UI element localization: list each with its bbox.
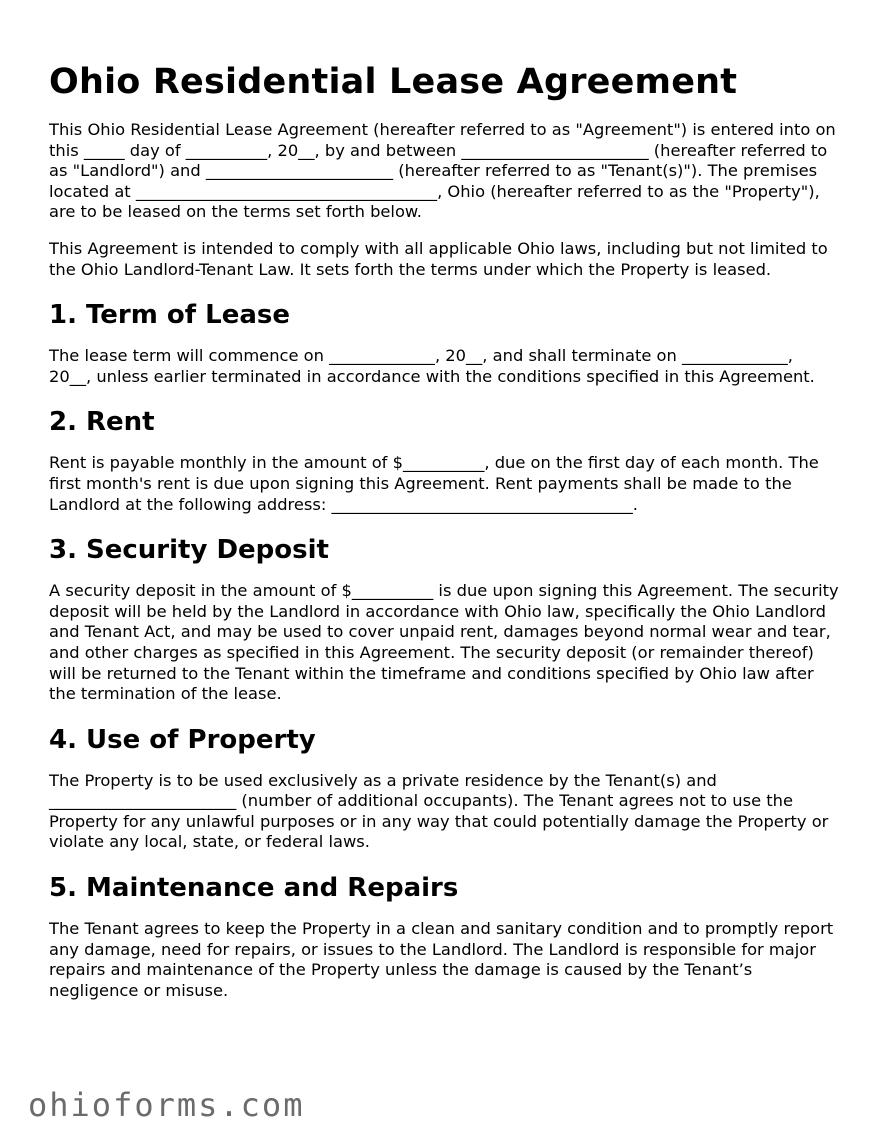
section-heading-use-of-property: 4. Use of Property	[49, 724, 316, 755]
section-body-maintenance: The Tenant agrees to keep the Property in a clean and sanitary condition and to promptly report any damage, need for repairs, or issues to the Landlord. The Landlord is responsible for major repairs and maintenance of the Property unless the damage is caused by the Tenant’s negligence or misuse.	[49, 919, 834, 1000]
site-watermark: ohioforms.com	[28, 1086, 305, 1124]
section-body-term: The lease term will commence on _____________, 20__, and shall terminate on _____________, 20__, unless earlier terminated in accordance with the conditions specified in this Agreement.	[49, 346, 815, 386]
section-heading-maintenance: 5. Maintenance and Repairs	[49, 873, 459, 904]
section-body-rent: Rent is payable monthly in the amount of $__________, due on the first day of each month. The first month's rent is due upon signing this Agreement. Rent payments shall be made to the Landlord at the following address: _____________________________________.	[49, 453, 819, 514]
document-page	[49, 58, 839, 1017]
intro-paragraph-parties: This Ohio Residential Lease Agreement (hereafter referred to as "Agreement") is entered into on this _____ day of __________, 20__, by and between _______________________ (hereafter referred to as "Landlord") and _______________________ (hereafter referred to as "Tenant(s)"). The premises located at _____________________________________, Ohio (hereafter referred to as the "Property"), are to be leased on the terms set forth below.	[49, 120, 836, 222]
section-heading-rent: 2. Rent	[49, 407, 155, 438]
section-body-security-deposit: A security deposit in the amount of $__________ is due upon signing this Agreement. The security deposit will be held by the Landlord in accordance with Ohio law, specifically the Ohio Landlord and Tenant Act, and may be used to cover unpaid rent, damages beyond normal wear and tear, and other charges as specified in this Agreement. The security deposit (or remainder thereof) will be returned to the Tenant within the timeframe and conditions specified by Ohio law after the termination of the lease.	[49, 581, 839, 704]
section-heading-term: 1. Term of Lease	[49, 300, 290, 331]
intro-paragraph-compliance: This Agreement is intended to comply with all applicable Ohio laws, including but not limited to the Ohio Landlord-Tenant Law. It sets forth the terms under which the Property is leased.	[49, 238, 828, 279]
document-title: Ohio Residential Lease Agreement	[49, 62, 738, 102]
section-heading-security-deposit: 3. Security Deposit	[49, 535, 329, 566]
section-body-use-of-property: The Property is to be used exclusively as a private residence by the Tenant(s) and _______________________ (number of additional occupants). The Tenant agrees not to use the Property for any unlawful purposes or in any way that could potentially damage the Property or violate any local, state, or federal laws.	[49, 770, 829, 852]
